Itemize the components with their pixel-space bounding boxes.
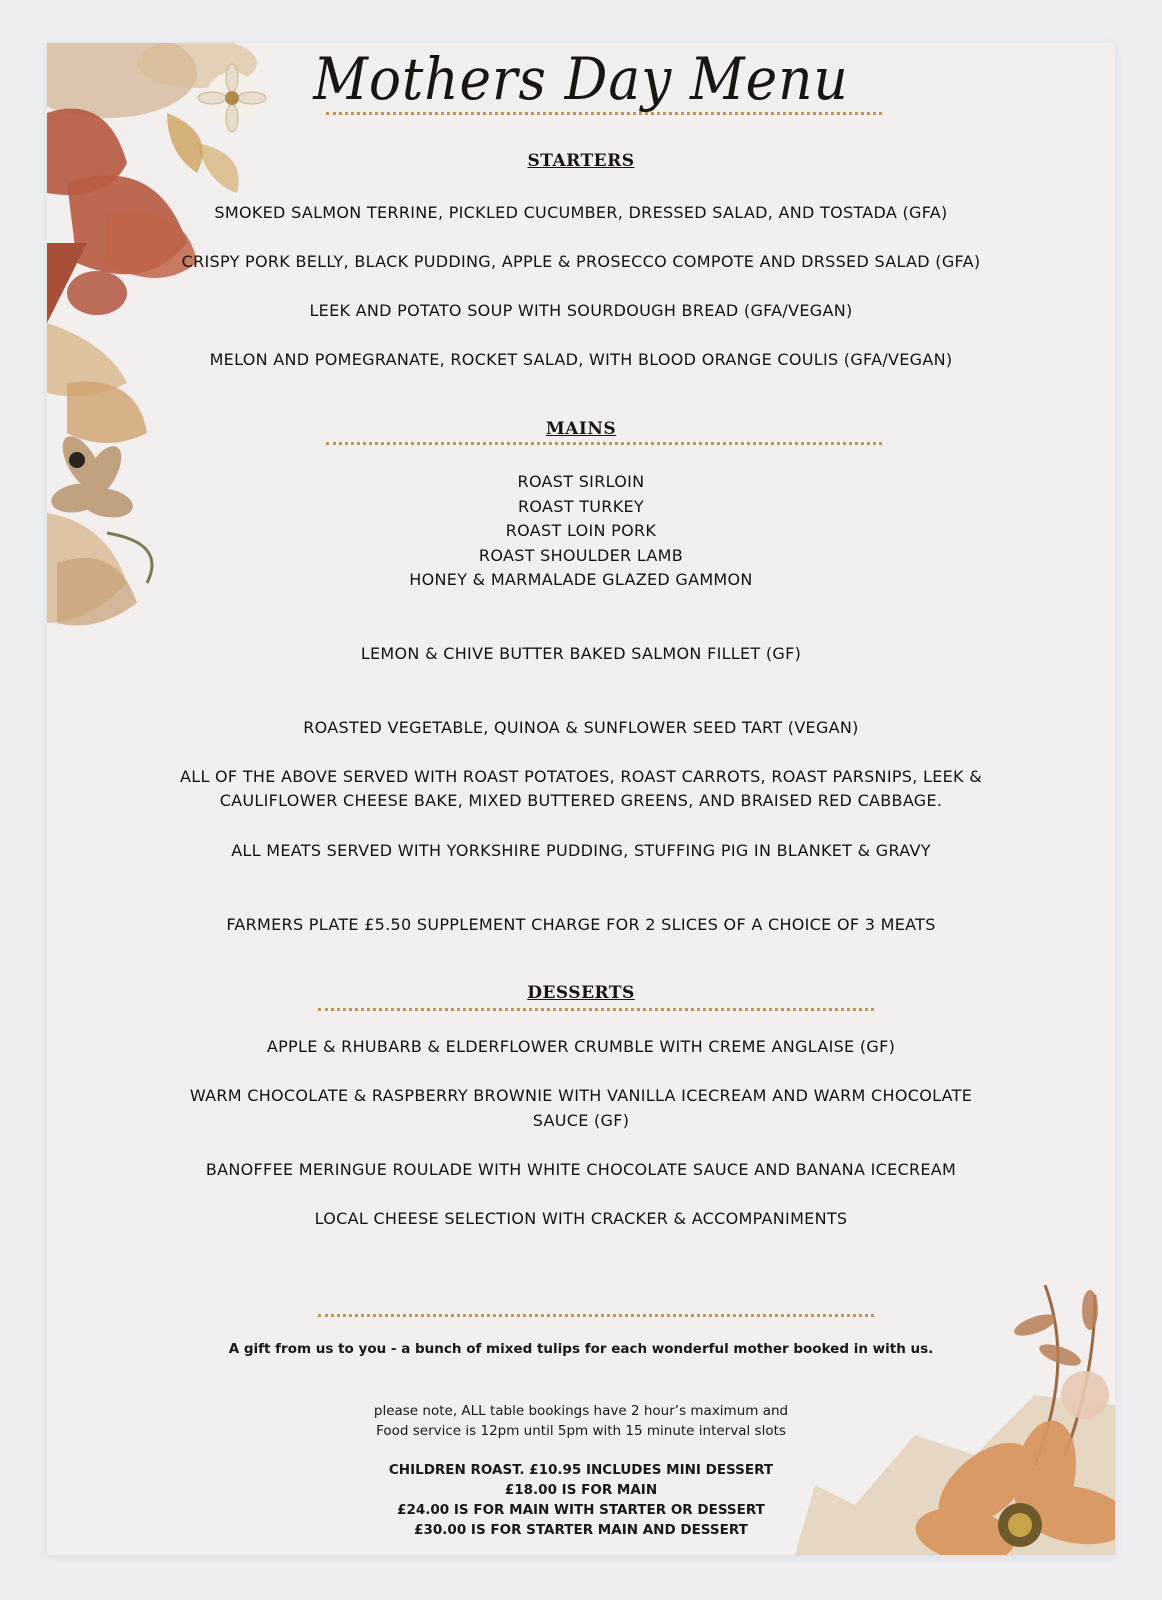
booking-note: please note, ALL table bookings have 2 hour’s maximum and [373, 1403, 789, 1419]
starter-item: SMOKED SALMON TERRINE, PICKLED CUCUMBER, DRESSED SALAD, AND TOSTADA (GFA) [214, 203, 948, 222]
gift-note: A gift from us to you - a bunch of mixed tulips for each wonderful mother booked in with us. [228, 1341, 934, 1357]
main-roast-item: ROAST TURKEY [518, 497, 644, 516]
main-salmon-item: LEMON & CHIVE BUTTER BAKED SALMON FILLET (GF) [360, 644, 802, 663]
meats-note: ALL MEATS SERVED WITH YORKSHIRE PUDDING, STUFFING PIG IN BLANKET & GRAVY [231, 841, 931, 860]
main-roast-item: HONEY & MARMALADE GLAZED GAMMON [409, 570, 753, 589]
main-roast-item: ROAST SHOULDER LAMB [478, 546, 684, 565]
price-line: CHILDREN ROAST. £10.95 INCLUDES MINI DESSERT [388, 1462, 774, 1478]
price-line: £18.00 IS FOR MAIN [504, 1482, 658, 1498]
dotted-divider [318, 1008, 874, 1011]
dessert-item: APPLE & RHUBARB & ELDERFLOWER CRUMBLE WITH CREME ANGLAISE (GF) [266, 1037, 896, 1056]
main-roast-item: ROAST LOIN PORK [505, 521, 657, 540]
dessert-item: LOCAL CHEESE SELECTION WITH CRACKER & ACCOMPANIMENTS [314, 1209, 848, 1228]
service-note: Food service is 12pm until 5pm with 15 minute interval slots [376, 1423, 786, 1439]
main-vegan-item: ROASTED VEGETABLE, QUINOA & SUNFLOWER SEED TART (VEGAN) [303, 718, 859, 737]
starter-item: MELON AND POMEGRANATE, ROCKET SALAD, WITH BLOOD ORANGE COULIS (GFA/VEGAN) [209, 350, 953, 369]
served-with-note: CAULIFLOWER CHEESE BAKE, MIXED BUTTERED GREENS, AND BRAISED RED CABBAGE. [219, 791, 943, 810]
price-line: £30.00 IS FOR STARTER MAIN AND DESSERT [414, 1522, 748, 1538]
desserts-heading: DESSERTS [527, 983, 635, 1003]
dotted-divider [318, 1314, 874, 1317]
starters-heading: STARTERS [527, 151, 635, 171]
served-with-note: ALL OF THE ABOVE SERVED WITH ROAST POTATOES, ROAST CARROTS, ROAST PARSNIPS, LEEK & [179, 767, 983, 786]
main-roast-item: ROAST SIRLOIN [517, 472, 645, 491]
mains-heading: MAINS [545, 419, 617, 439]
dotted-divider [326, 442, 882, 445]
menu-title: Mothers Day Menu [313, 45, 849, 113]
menu-sheet [47, 43, 1115, 1555]
dessert-item: WARM CHOCOLATE & RASPBERRY BROWNIE WITH VANILLA ICECREAM AND WARM CHOCOLATE [189, 1086, 973, 1105]
dessert-item: SAUCE (GF) [532, 1111, 630, 1130]
dotted-divider [326, 112, 882, 115]
starter-item: CRISPY PORK BELLY, BLACK PUDDING, APPLE & PROSECCO COMPOTE AND DRSSED SALAD (GFA) [181, 252, 981, 271]
price-line: £24.00 IS FOR MAIN WITH STARTER OR DESSERT [397, 1502, 765, 1518]
starter-item: LEEK AND POTATO SOUP WITH SOURDOUGH BREAD (GFA/VEGAN) [309, 301, 853, 320]
dessert-item: BANOFFEE MERINGUE ROULADE WITH WHITE CHOCOLATE SAUCE AND BANANA ICECREAM [205, 1160, 957, 1179]
farmers-plate-note: FARMERS PLATE £5.50 SUPPLEMENT CHARGE FOR 2 SLICES OF A CHOICE OF 3 MEATS [226, 915, 936, 934]
